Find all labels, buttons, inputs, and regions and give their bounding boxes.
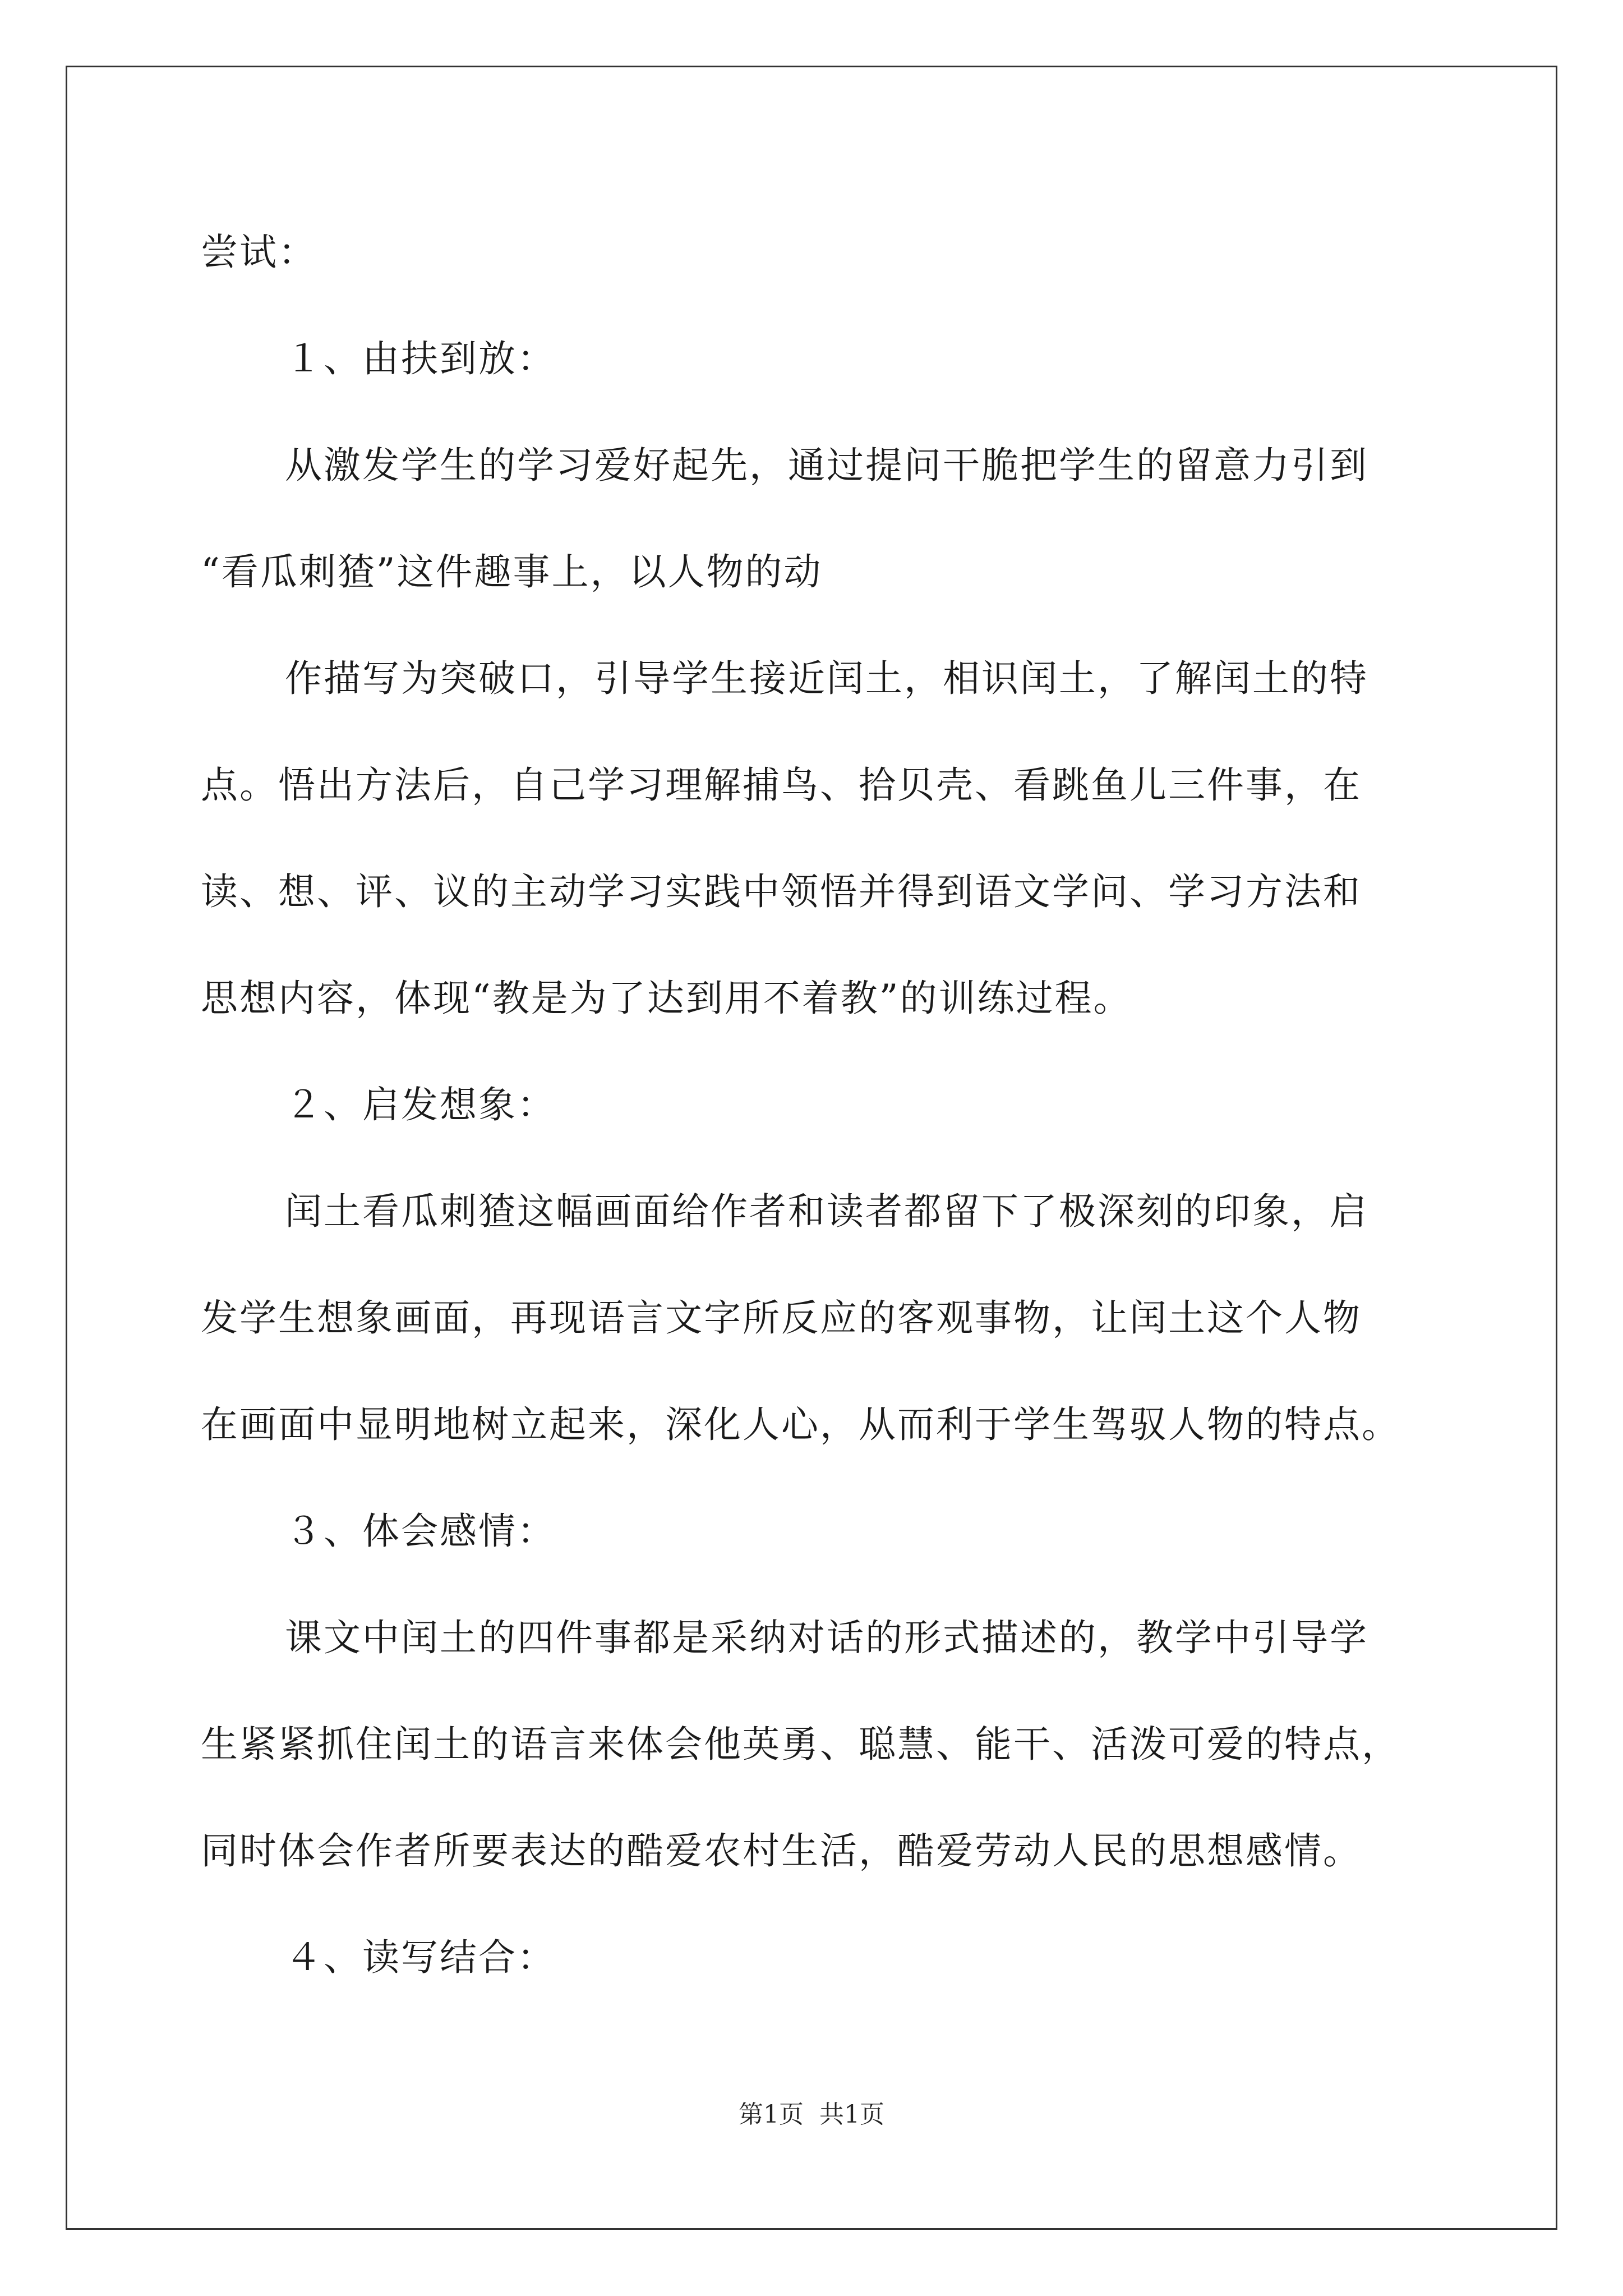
- text-line-14: 课文中闰土的四件事都是采纳对话的形式描述的，教学中引导学: [285, 1616, 1368, 1659]
- text-line-6: 点。悟出方法后，自己学习理解捕鸟、拾贝壳、看跳鱼儿三件事，在: [201, 763, 1362, 807]
- text-line-2: １、由扶到放：: [285, 337, 556, 380]
- text-line-12: 在画面中显明地树立起来，深化人心，从而利于学生驾驭人物的特点。: [201, 1403, 1400, 1446]
- text-line-1: 尝试：: [201, 231, 317, 274]
- page-number-total: 共1页: [819, 2100, 884, 2129]
- text-line-11: 发学生想象画面，再现语言文字所反应的客观事物，让闰土这个人物: [201, 1296, 1362, 1340]
- text-line-9: ２、启发想象：: [285, 1083, 556, 1126]
- text-line-15: 生紧紧抓住闰土的语言来体会他英勇、聪慧、能干、活泼可爱的特点，: [201, 1723, 1400, 1766]
- text-line-17: ４、读写结合：: [285, 1936, 556, 1979]
- page-border: [66, 66, 1557, 2230]
- text-line-8: 思想内容，体现“教是为了达到用不着教”的训练过程。: [201, 977, 1132, 1020]
- page-number-current: 第1页: [739, 2100, 804, 2129]
- text-line-16: 同时体会作者所要表达的酷爱农村生活，酷爱劳动人民的思想感情。: [201, 1829, 1362, 1872]
- text-line-3: 从激发学生的学习爱好起先，通过提问干脆把学生的留意力引到: [285, 444, 1368, 487]
- text-line-10: 闰土看瓜刺猹这幅画面给作者和读者都留下了极深刻的印象，启: [285, 1190, 1368, 1233]
- text-line-5: 作描写为突破口，引导学生接近闰土，相识闰土，了解闰土的特: [285, 657, 1368, 700]
- page-footer: [0, 2102, 1623, 2127]
- text-line-4: “看瓜刺猹”这件趣事上，以人物的动: [201, 550, 823, 593]
- text-line-13: ３、体会感情：: [285, 1510, 556, 1553]
- text-line-7: 读、想、评、议的主动学习实践中领悟并得到语文学问、学习方法和: [201, 870, 1362, 913]
